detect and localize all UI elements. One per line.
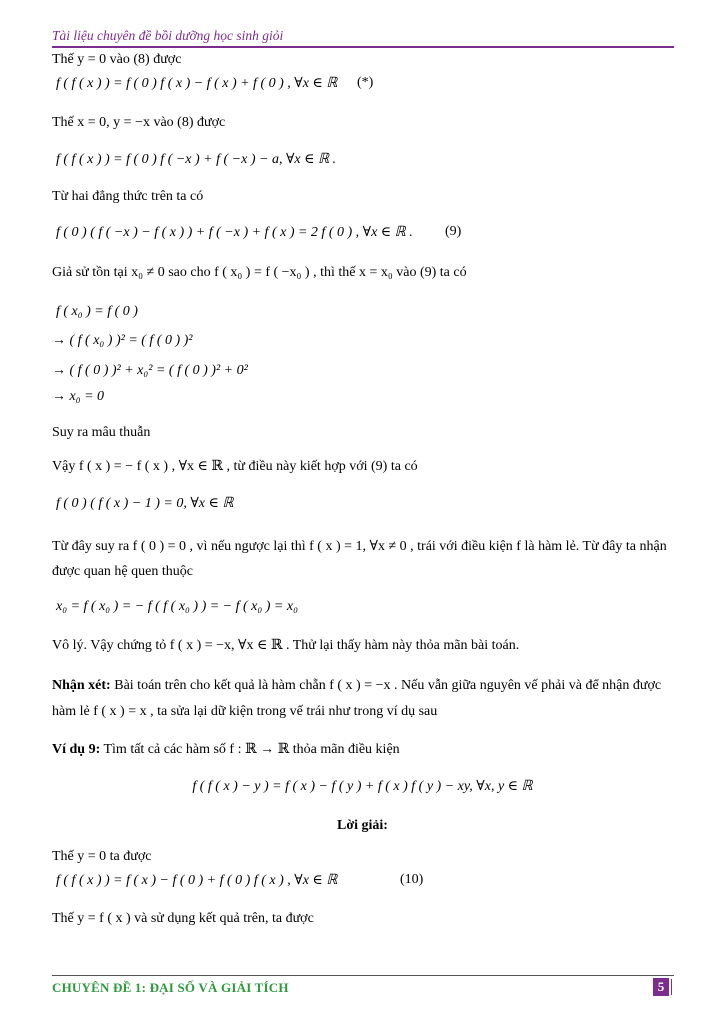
- text-line: Giả sử tồn tại x₀ ≠ 0 sao cho f ( x₀ ) = f ( −x₀ ) , thì thế x = x₀ vào (9) ta có: [52, 265, 467, 280]
- equation: f ( f ( x ) − y ) = f ( x ) − f ( y ) + f ( x ) f ( y ) − xy, ∀x, y ∈ ℝ: [192, 779, 533, 794]
- equation: f ( 0 ) ( f ( −x ) − f ( x ) ) + f ( −x ) + f ( x ) = 2 f ( 0 ) , ∀x ∈ ℝ .: [56, 225, 413, 240]
- text-line: Thế y = 0 vào (8) được: [52, 52, 182, 67]
- footer-title: CHUYÊN ĐỀ 1: ĐẠI SỐ VÀ GIẢI TÍCH: [52, 980, 289, 995]
- equation: f ( f ( x ) ) = f ( x ) − f ( 0 ) + f ( 0 ) f ( x ) , ∀x ∈ ℝ: [56, 873, 338, 888]
- text-line: Vậy f ( x ) = − f ( x ) , ∀x ∈ ℝ , từ điều này kiết hợp với (9) ta có: [52, 459, 418, 474]
- page-number-bar: [671, 979, 672, 995]
- text-line: Thế y = f ( x ) và sử dụng kết quả trên, ta được: [52, 911, 314, 926]
- solution-heading: Lời giải:: [337, 818, 388, 833]
- example-label: Ví dụ 9:: [52, 742, 101, 757]
- text-line: Từ đây suy ra f ( 0 ) = 0 , vì nếu ngược lại thì f ( x ) = 1, ∀x ≠ 0 , trái với điều kiện f là hàm lẻ. Từ đây ta nhận: [52, 539, 667, 554]
- remark-text: Bài toán trên cho kết quả là hàm chẵn f ( x ) = −x . Nếu vẫn giữa nguyên vế phải và để nhận được: [110, 678, 662, 693]
- footer-divider: [52, 975, 674, 976]
- equation: f ( f ( x ) ) = f ( 0 ) f ( x ) − f ( x ) + f ( 0 ) , ∀x ∈ ℝ: [56, 76, 338, 91]
- equation: f ( f ( x ) ) = f ( 0 ) f ( −x ) + f ( −x ) − a, ∀x ∈ ℝ .: [56, 152, 337, 167]
- page-header: Tài liệu chuyên đề bồi dưỡng học sinh giỏi: [52, 28, 674, 48]
- equation-tag: (*): [357, 75, 374, 90]
- equation: f ( x₀ ) = f ( 0 ): [56, 304, 138, 319]
- text-line: hàm lẻ f ( x ) = x , ta sửa lại dữ kiện trong vế trái như trong ví dụ sau: [52, 704, 438, 719]
- text-line: [52, 677, 661, 695]
- text-line: Từ hai đẳng thức trên ta có: [52, 189, 204, 204]
- text-line: được quan hệ quen thuộc: [52, 564, 193, 579]
- equation: x₀ = f ( x₀ ) = − f ( f ( x₀ ) ) = − f ( x₀ ) = x₀: [56, 599, 298, 614]
- remark-label: Nhận xét:: [52, 678, 111, 693]
- text-line: Thế y = 0 ta được: [52, 849, 152, 864]
- page-number: 5: [653, 978, 669, 996]
- text-line: Vô lý. Vậy chứng tỏ f ( x ) = −x, ∀x ∈ ℝ . Thử lại thấy hàm này thỏa mãn bài toán.: [52, 638, 520, 653]
- example-text: Tìm tất cả các hàm số f : ℝ → ℝ thỏa mãn điều kiện: [100, 742, 400, 757]
- text-line: Suy ra mâu thuẫn: [52, 425, 151, 440]
- equation: f ( 0 ) ( f ( x ) − 1 ) = 0, ∀x ∈ ℝ: [56, 496, 234, 511]
- text-line: [52, 741, 400, 759]
- equation-tag: (9): [445, 224, 462, 239]
- text-line: Thế x = 0, y = −x vào (8) được: [52, 115, 226, 130]
- equation: → ( f ( x₀ ) )² = ( f ( 0 ) )²: [52, 333, 193, 348]
- equation-tag: (10): [400, 872, 424, 887]
- equation: → ( f ( 0 ) )² + x₀² = ( f ( 0 ) )² + 0²: [52, 363, 248, 378]
- equation: → x₀ = 0: [52, 389, 105, 404]
